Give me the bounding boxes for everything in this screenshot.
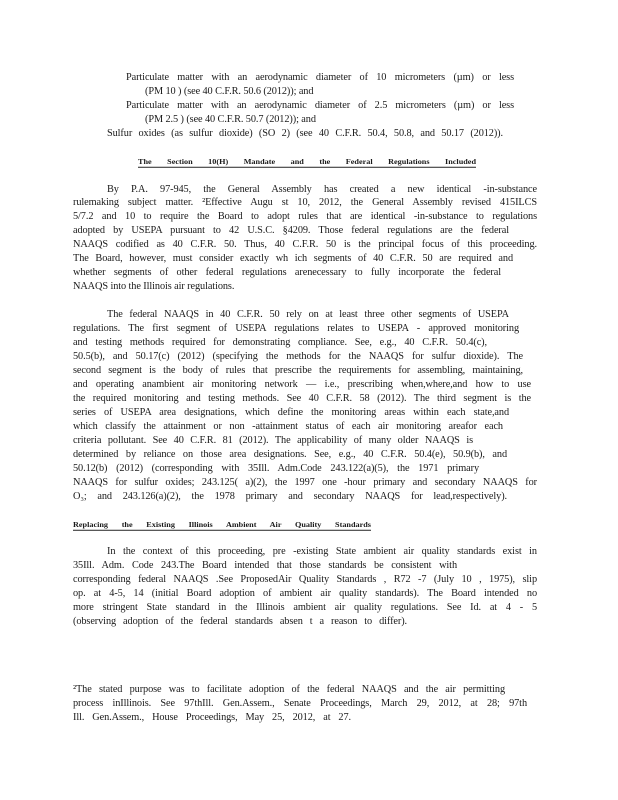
paragraph-1-line: whether segments of other federal regulations arenecessary to fully incorporate the federal [73,267,501,278]
footnote-line: Ill. Gen.Assem., House Proceedings, May 25, 2012, at 27. [73,712,351,723]
paragraph-1-line: The Board, however, must consider exactly wh ich segments of 40 C.F.R. 50 are required and [73,253,513,264]
paragraph-2-line: determined by reliance on those area designations. See, e.g., 40 C.F.R. 50.4(e), 50.9(b), and [73,449,507,460]
footnote-line: ²The stated purpose was to facilitate adoption of the federal NAAQS and the air permitting [73,684,505,695]
paragraph-2-line: 50.12(b) (2012) (corresponding with 35Ill. Adm.Code 243.122(a)(5), the 1971 primary [73,463,479,474]
paragraph-2-line: O₃; and 243.126(a)(2), the 1978 primary and secondary NAAQS for lead,respectively). [73,491,507,502]
paragraph-2-line: second segment is the body of rules that prescribe the requirements for assembling, maintaining, [73,365,523,376]
paragraph-2-line: 50.5(b), and 50.17(c) (2012) (specifying the methods for the NAAQS for sulfur dioxide). The [73,351,523,362]
section-heading-mandate: The Section 10(H) Mandate and the Federal Regulations Included [138,157,476,166]
section-heading-replacing: Replacing the Existing Illinois Ambient Air Quality Standards [73,520,371,529]
paragraph-3-line: In the context of this proceeding, pre -existing State ambient air quality standards exist in [107,546,537,557]
paragraph-1-line: 5/7.2 and 10 to require the Board to adopt rules that are identical -in-substance to regulations [73,211,537,222]
paragraph-2-line: regulations. The first segment of USEPA regulations relates to USEPA - approved monitoring [73,323,519,334]
paragraph-2-line: which classify the attainment or non -attainment status of each air monitoring areafor each [73,421,503,432]
paragraph-2-line: the required monitoring and testing methods. See 40 C.F.R. 58 (2012). The third segment is the [73,393,531,404]
paragraph-3-line: (observing adoption of the federal standards absen t a reason to differ). [73,616,407,627]
paragraph-2-line: criteria pollutant. See 40 C.F.R. 81 (2012). The applicability of many older NAAQS is [73,435,473,446]
paragraph-3-line: more stringent State standard in the Illinois ambient air quality regulations. See Id. at 4 - 5 [73,602,537,613]
list-item-pm25-line1: Particulate matter with an aerodynamic diameter of 2.5 micrometers (µm) or less [126,100,514,111]
paragraph-2-line: series of USEPA area designations, which define the monitoring areas within each state,and [73,407,509,418]
list-item-pm10-line1: Particulate matter with an aerodynamic diameter of 10 micrometers (µm) or less [126,72,514,83]
paragraph-1-line: NAAQS into the Illinois air regulations. [73,281,235,292]
list-item-sulfur-oxides: Sulfur oxides (as sulfur dioxide) (SO 2) (see 40 C.F.R. 50.4, 50.8, and 50.17 (2012)). [107,128,503,139]
paragraph-2-line: The federal NAAQS in 40 C.F.R. 50 rely on at least three other segments of USEPA [107,309,509,320]
paragraph-3-line: op. at 4-5, 14 (initial Board adoption of ambient air quality standards). The Board intended no [73,588,537,599]
footnote-separator [73,676,213,677]
paragraph-2-line: and testing methods required for demonstrating compliance. See, e.g., 40 C.F.R. 50.4(c), [73,337,487,348]
paragraph-1-line: By P.A. 97-945, the General Assembly has created a new identical -in-substance [107,184,537,195]
paragraph-1-line: rulemaking subject matter. ²Effective Augu st 10, 2012, the General Assembly revised 415ILCS [73,197,537,208]
paragraph-3-line: corresponding federal NAAQS .See ProposedAir Quality Standards , R72 -7 (July 10 , 1975), slip [73,574,537,585]
paragraph-3-line: 35Ill. Adm. Code 243.The Board intended that those standards be consistent with [73,560,457,571]
list-item-pm10-line2: (PM 10 ) (see 40 C.F.R. 50.6 (2012)); and [145,86,314,97]
paragraph-1-line: NAAQS codified as 40 C.F.R. 50. Thus, 40 C.F.R. 50 is the principal focus of this proceeding. [73,239,537,250]
footnote-line: process inIllinois. See 97thIll. Gen.Assem., Senate Proceedings, March 29, 2012, at 28; 97th [73,698,527,709]
paragraph-2-line: and operating anambient air monitoring network — i.e., prescribing when,where,and how to use [73,379,531,390]
paragraph-2-line: NAAQS for sulfur oxides; 243.125( a)(2), the 1997 one -hour primary and secondary NAAQS for [73,477,537,488]
paragraph-1-line: adopted by USEPA pursuant to 42 U.S.C. §4209. Those federal regulations are the federal [73,225,509,236]
list-item-pm25-line2: (PM 2.5 ) (see 40 C.F.R. 50.7 (2012)); and [145,114,316,125]
